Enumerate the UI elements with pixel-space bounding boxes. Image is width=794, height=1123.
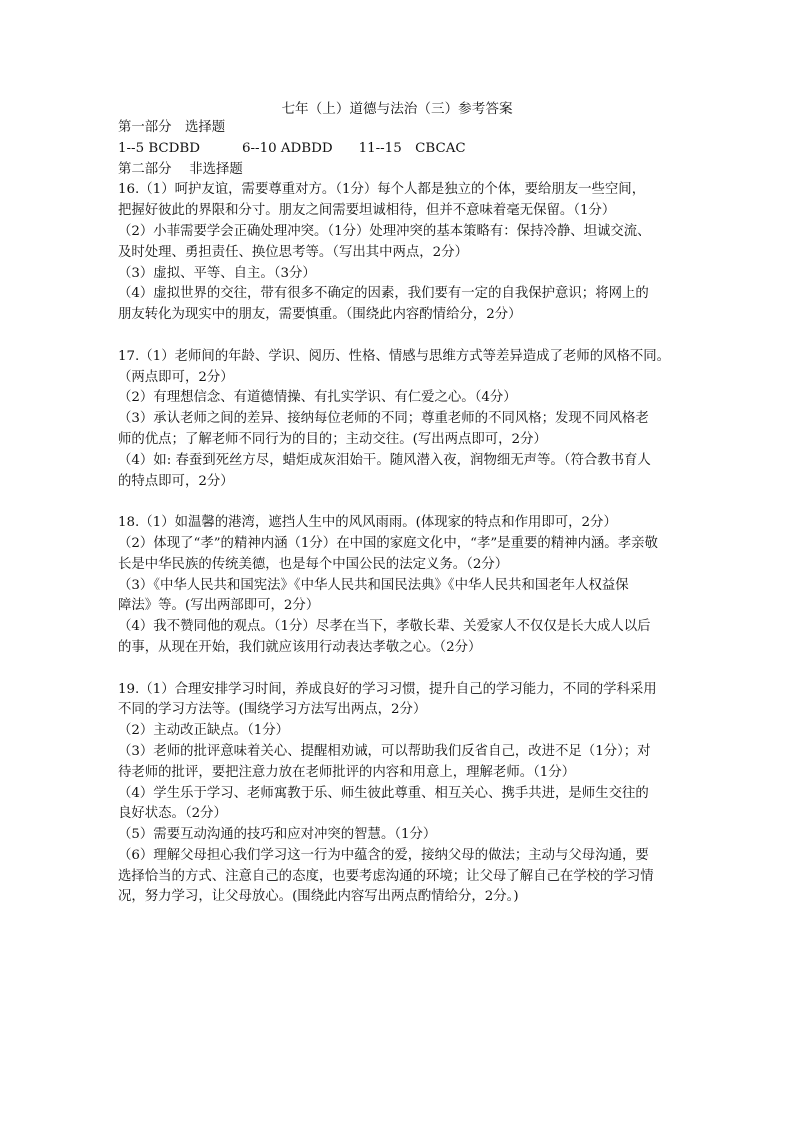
answer-line: 长是中华民族的传统美德，也是每个中国公民的法定义务。（2分） (118, 556, 509, 572)
answer-line: 19.（1）合理安排学习时间，养成良好的学习习惯，提升自己的学习能力，不同的学科采用 (118, 681, 657, 697)
answer-line: （6）理解父母担心我们学习这一行为中蕴含的爱，接纳父母的做法；主动与父母沟通，要 (118, 847, 649, 863)
section-spacer (118, 659, 678, 680)
answer-line: （2）体现了“孝”的精神内涵（1分）在中国的家庭文化中，“孝”是重要的精神内涵。孝亲敬 (118, 535, 658, 551)
answer-line: （2）有理想信念、有道德情操、有扎实学识、有仁爱之心。（4分） (118, 390, 517, 406)
answer-line: （3）虚拟、平等、自主。（3分） (118, 265, 316, 281)
answer-line: 的事，从现在开始，我们就应该用行动表达孝敬之心。（2分） (118, 639, 482, 655)
answer-line: 况，努力学习，让父母放心。(围绕此内容写出两点酌情给分，2分。) (118, 889, 519, 905)
answer-line: （2）小菲需要学会正确处理冲突。（1分）处理冲突的基本策略有：保持冷静、坦诚交流、 (118, 223, 651, 239)
choice-answers-6-10: 6--10 ADBDD (242, 140, 333, 156)
answer-line: 把握好彼此的界限和分寸。朋友之间需要坦诚相待，但并不意味着毫无保留。（1分） (118, 203, 616, 219)
answer-line: （4）如: 春蚕到死丝方尽，蜡炬成灰泪始干。随风潜入夜，润物细无声等。（符合教书育人 (118, 452, 651, 468)
answer-line: 障法》等。(写出两部即可，2分） (118, 598, 320, 614)
section-spacer (118, 326, 678, 347)
document-title: 七年（上）道德与法治（三）参考答案 (281, 101, 513, 117)
answer-line: （两点即可，2分） (118, 369, 234, 385)
answer-line: （3）老师的批评意味着关心、提醒相劝诫，可以帮助我们反省自己，改进不足（1分）；对 (118, 743, 651, 759)
choice-answers-1-5: 1--5 BCDBD (118, 140, 200, 156)
answer-line: 良好状态。（2分） (118, 806, 227, 822)
question-19-answer (118, 680, 678, 909)
answer-line: 朋友转化为现实中的朋友，需要慎重。（围绕此内容酌情给分，2分） (118, 307, 522, 323)
answer-line: 的特点即可，2分） (118, 473, 234, 489)
question-16-answer (118, 180, 678, 326)
part1-heading: 第一部分 选择题 (118, 120, 226, 135)
section-spacer (118, 492, 678, 513)
answer-line: （4）我不赞同他的观点。（1分）尽孝在当下，孝敬长辈、关爱家人不仅仅是长大成人以后 (118, 619, 651, 635)
answer-line: 待老师的批评，要把注意力放在老师批评的内容和用意上，理解老师。（1分） (118, 764, 576, 780)
choice-answers-row (118, 139, 678, 160)
answer-line: （3）承认老师之间的差异、接纳每位老师的不同；尊重老师的不同风格；发现不同风格老 (118, 411, 649, 427)
answer-line: （2）主动改正缺点。（1分） (118, 723, 290, 739)
answer-line: （5）需要互动沟通的技巧和应对冲突的智慧。（1分） (118, 827, 437, 843)
answer-content (118, 118, 678, 908)
answer-line: 16.（1）呵护友谊，需要尊重对方。（1分）每个人都是独立的个体，要给朋友一些空间， (118, 182, 646, 198)
answer-line: 18.（1）如温馨的港湾，遮挡人生中的风风雨雨。(体现家的特点和作用即可，2分） (118, 515, 617, 531)
question-18-answer (118, 513, 678, 659)
answer-line: 17.（1）老师间的年龄、学识、阅历、性格、情感与思维方式等差异造成了老师的风格不同。 (118, 348, 671, 364)
part2-heading: 第二部分 非选择题 (118, 161, 243, 177)
answer-line: （4）学生乐于学习、老师寓教于乐、师生彼此尊重、相互关心、携手共进，是师生交往的 (118, 785, 649, 801)
answer-line: 选择恰当的方式、注意自己的态度，也要考虑沟通的环境；让父母了解自己在学校的学习情 (118, 868, 654, 884)
answer-line: 不同的学习方法等。(围绕学习方法写出两点，2分） (118, 702, 427, 718)
answer-line: （4）虚拟世界的交往，带有很多不确定的因素，我们要有一定的自我保护意识；将网上的 (118, 286, 649, 302)
choice-answers-11-15: 11--15 CBCAC (358, 140, 466, 156)
answer-line: 师的优点；了解老师不同行为的目的；主动交往。(写出两点即可，2分） (118, 431, 547, 447)
question-17-answer (118, 347, 678, 493)
answer-line: （3）《中华人民共和国宪法》《中华人民共和国民法典》《中华人民共和国老年人权益保 (118, 577, 629, 593)
answer-line: 及时处理、勇担责任、换位思考等。（写出其中两点，2分） (118, 244, 468, 260)
